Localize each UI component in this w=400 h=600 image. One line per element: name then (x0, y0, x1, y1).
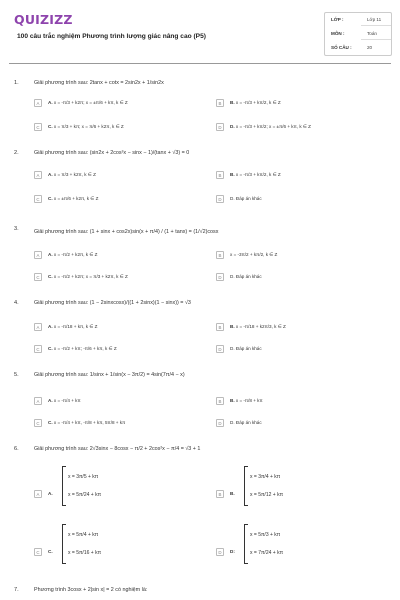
option-text: x = -π/4 + kπ (53, 398, 81, 403)
info-value: 20 (367, 45, 373, 50)
bracket (62, 466, 66, 506)
option-label: C. (48, 124, 53, 129)
option-label: C. (48, 420, 53, 425)
option-letter-box[interactable]: D (216, 345, 224, 353)
option-letter-box[interactable]: B (216, 397, 224, 405)
option-letter-box[interactable]: A (34, 490, 42, 498)
option-label: B. (230, 100, 235, 105)
option-text: x = -π/2 + k2π; x = π/3 + k2π, k ∈ Z (53, 274, 128, 279)
question-number: 6. (14, 446, 19, 452)
option-label: A. (48, 100, 53, 105)
option-label: B. (230, 491, 235, 496)
question-number: 7. (14, 587, 19, 593)
bracket (62, 524, 66, 564)
option-letter-box[interactable]: C (34, 419, 42, 427)
option-letter-box[interactable]: C (34, 273, 42, 281)
option-text: x = -π/3 + kπ/2; x = ±π/6 + kπ, k ∈ Z (235, 124, 311, 129)
option-label: C. (48, 274, 53, 279)
header-divider (9, 63, 391, 64)
option-letter-box[interactable]: C (34, 123, 42, 131)
option-label: C. (48, 549, 53, 554)
option-text: x = -π/3 + kπ/2, k ∈ Z (235, 172, 281, 177)
option-label: D. (230, 124, 235, 129)
solution-line: x = 5π/24 + kπ (68, 492, 102, 498)
option-text: x = -π/3 + k2π; x = ±π/6 + kπ, k ∈ Z (53, 100, 128, 105)
option-text: D. Đáp án khác (230, 196, 262, 201)
solution-set (62, 466, 122, 506)
option-label: B. (230, 398, 235, 403)
option-label: D: (230, 549, 235, 554)
option-letter-box[interactable]: A (34, 323, 42, 331)
option-text: D. Đáp án khác (230, 274, 262, 279)
option-text: x = ±π/6 + k2π, k ∈ Z (53, 196, 99, 201)
option-label: C. (48, 196, 53, 201)
solution-line: x = 3π/4 + kπ (250, 474, 281, 480)
option-text: D. Đáp án khác (230, 420, 262, 425)
option-label: C. (48, 346, 53, 351)
option-letter-box[interactable]: C (34, 548, 42, 556)
info-label: LỚP : (331, 17, 344, 22)
question-text: Giải phương trình sau: (sin2x + 2cos²x − sinx − 1)/(tanx + √3) = 0 (34, 150, 190, 156)
option-letter-box[interactable]: D (216, 548, 224, 556)
question-number: 5. (14, 372, 19, 378)
option-letter-box[interactable]: B (216, 99, 224, 107)
question-text: Phương trình 3cosx + 2|sin x| = 2 có nghiệm là: (34, 587, 148, 593)
option-letter-box[interactable]: A (34, 99, 42, 107)
question-text: Giải phương trình sau: (1 + sinx + cos2x)sin(x + π/4) / (1 + tanx) = (1/√2)cosx (34, 229, 219, 235)
info-divider (361, 25, 391, 26)
info-box (324, 12, 392, 56)
option-letter-box[interactable]: B (216, 171, 224, 179)
option-letter-box[interactable]: D (216, 273, 224, 281)
question-text: Giải phương trình sau: 1/sinx + 1/sin(x − 3π/2) = 4sin(7π/4 − x) (34, 372, 185, 378)
option-text: x = π/3 + k2π, k ∈ Z (53, 172, 96, 177)
option-letter-box[interactable]: B (216, 490, 224, 498)
bracket (244, 466, 248, 506)
option-text: x = -π/18 + kπ, k ∈ Z (53, 324, 98, 329)
option-label: A. (48, 172, 53, 177)
option-letter-box[interactable]: C (34, 345, 42, 353)
option-text: x = -π/2 + kπ; -π/6 + kπ, k ∈ Z (53, 346, 117, 351)
info-divider (361, 39, 391, 40)
option-label: B. (230, 324, 235, 329)
solution-line: x = 5π/16 + kπ (68, 550, 102, 556)
info-value: Lớp 11 (367, 17, 382, 22)
question-text: Giải phương trình sau: 2√3sinx − 8cosx − π/2 + 2cos²x − π/4 = √3 + 1 (34, 446, 201, 452)
option-label: A. (48, 491, 53, 496)
option-text: x = π/3 + kπ; x = π/6 + k2π, k ∈ Z (53, 124, 124, 129)
option-label: A. (48, 324, 53, 329)
option-letter-box[interactable]: B (216, 323, 224, 331)
info-label: SỐ CÂU : (331, 45, 352, 50)
option-text: D. Đáp án khác (230, 346, 262, 351)
option-letter-box[interactable]: D (216, 123, 224, 131)
option-letter-box[interactable]: D (216, 419, 224, 427)
option-text: x = -π/3 + kπ/2, k ∈ Z (235, 100, 281, 105)
question-number: 2. (14, 150, 19, 156)
question-number: 3. (14, 226, 19, 232)
option-letter-box[interactable]: C (34, 195, 42, 203)
option-text: x = -π/4 + kπ, -π/8 + kπ, 5π/8 + kπ (53, 420, 126, 425)
solution-line: x = 7π/24 + kπ (250, 550, 284, 556)
option-letter-box[interactable]: B (216, 251, 224, 259)
question-number: 1. (14, 80, 19, 86)
info-label: MÔN : (331, 31, 345, 36)
info-value: Toán (367, 31, 377, 36)
solution-set (244, 466, 304, 506)
question-text: Giải phương trình sau: (1 − 2sinxcosx)/((1 + 2sinx)(1 − sinx)) = √3 (34, 300, 191, 306)
option-letter-box[interactable]: D (216, 195, 224, 203)
solution-line: x = 5π/3 + kπ (250, 532, 281, 538)
option-text: x = -π/2 + k2π, k ∈ Z (53, 252, 98, 257)
option-text: x = -π/8 + kπ (235, 398, 263, 403)
solution-line: x = 5π/12 + kπ (250, 492, 284, 498)
question-number: 4. (14, 300, 19, 306)
document-title: 100 câu trắc nghiệm Phương trình lượng giác nâng cao (P5) (17, 33, 206, 40)
solution-line: x = 3π/5 + kπ (68, 474, 99, 480)
option-letter-box[interactable]: A (34, 397, 42, 405)
option-letter-box[interactable]: A (34, 171, 42, 179)
option-text: x = -3π/2 + kπ/2, k ∈ Z (230, 252, 278, 257)
option-label: A. (48, 252, 53, 257)
option-label: B. (230, 172, 235, 177)
solution-set (62, 524, 122, 564)
quizizz-logo: QUIZIZZ (14, 12, 73, 27)
option-text: x = -π/18 + k2π/3, k ∈ Z (235, 324, 286, 329)
question-text: Giải phương trình sau: 2tanx + cotx = 2sin2x + 1/sin2x (34, 80, 164, 86)
option-label: A. (48, 398, 53, 403)
option-letter-box[interactable]: A (34, 251, 42, 259)
solution-line: x = 5π/4 + kπ (68, 532, 99, 538)
bracket (244, 524, 248, 564)
solution-set (244, 524, 304, 564)
